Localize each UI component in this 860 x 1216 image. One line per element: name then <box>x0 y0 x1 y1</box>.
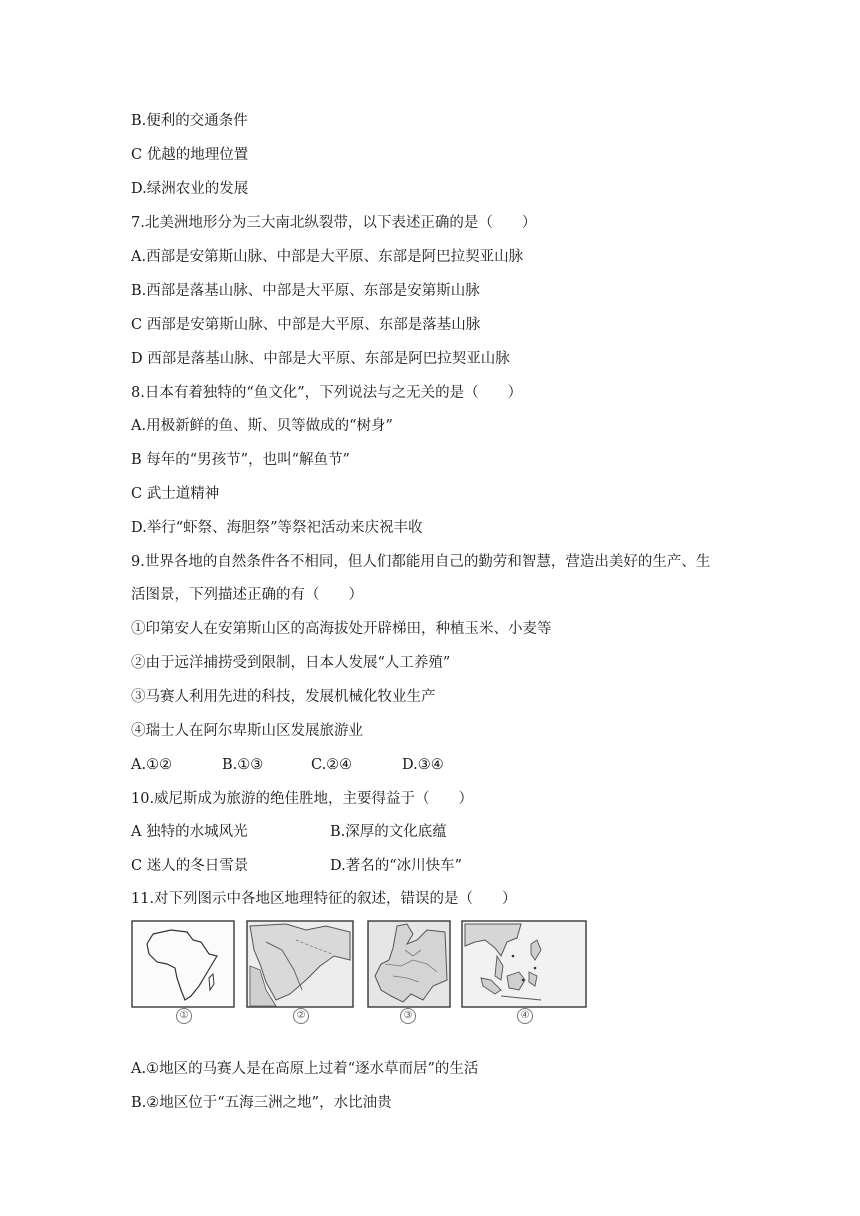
q9-stem-line1: 9.世界各地的自然条件各不相同，但人们都能用自己的勤劳和智慧，营造出美好的生产、生 <box>131 554 711 570</box>
q10-options-row-1 <box>131 822 531 842</box>
q7-option-a: A.西部是安第斯山脉、中部是大平原、东部是阿巴拉契亚山脉 <box>131 249 524 265</box>
map-label-1: ① <box>176 1008 192 1024</box>
q9-statement-4: ④瑞士人在阿尔卑斯山区发展旅游业 <box>131 723 363 739</box>
q10-option-b: B.深厚的文化底蕴 <box>330 824 447 840</box>
q10-option-c: C 迷人的冬日雪景 <box>131 858 249 874</box>
q7-stem: 7.北美洲地形分为三大南北纵裂带，以下表述正确的是（ ） <box>131 215 537 231</box>
q10-option-d: D.著名的“冰川快车” <box>330 858 463 874</box>
map-label-2: ② <box>293 1008 309 1024</box>
q8-option-c: C 武士道精神 <box>131 486 220 502</box>
map-label-3: ③ <box>400 1008 416 1024</box>
q9-option-c: C.②④ <box>311 757 353 773</box>
q10-stem: 10.威尼斯成为旅游的绝佳胜地，主要得益于（ ） <box>131 791 474 807</box>
q9-stem-line2: 活图景，下列描述正确的有（ ） <box>131 587 363 603</box>
q10-options-row-2 <box>131 856 531 876</box>
q6-option-c: C 优越的地理位置 <box>131 147 249 163</box>
q9-statement-3: ③马赛人利用先进的科技，发展机械化牧业生产 <box>131 689 436 705</box>
map-middle-east <box>246 920 354 1024</box>
q8-option-b: B 每年的“男孩节”，也叫“解鱼节” <box>131 452 350 468</box>
q8-stem: 8.日本有着独特的“鱼文化”，下列说法与之无关的是（ ） <box>131 385 523 401</box>
q9-option-b: B.①③ <box>222 757 264 773</box>
q11-stem: 11.对下列图示中各地区地理特征的叙述，错误的是（ ） <box>131 891 517 907</box>
q9-statement-2: ②由于远洋捕捞受到限制，日本人发展“人工养殖” <box>131 655 451 671</box>
q8-option-a: A.用极新鲜的鱼、斯、贝等做成的“树身” <box>131 418 393 434</box>
q9-option-a: A.①② <box>131 757 173 773</box>
q10-option-a: A 独特的水城风光 <box>131 824 248 840</box>
q6-option-b: B.便利的交通条件 <box>131 113 248 129</box>
map-europe <box>367 920 451 1024</box>
q6-option-d: D.绿洲农业的发展 <box>131 181 249 197</box>
map-africa <box>131 920 235 1024</box>
q11-option-a: A.①地区的马赛人是在高原上过着“逐水草而居”的生活 <box>131 1061 479 1077</box>
q9-statement-1: ①印第安人在安第斯山区的高海拔处开辟梯田，种植玉米、小麦等 <box>131 621 552 637</box>
q9-options-row <box>131 755 531 775</box>
q11-map-figures <box>131 920 591 1020</box>
q8-option-d: D.举行“虾祭、海胆祭”等祭祀活动来庆祝丰收 <box>131 520 423 536</box>
q7-option-c: C 西部是安第斯山脉、中部是大平原、东部是落基山脉 <box>131 317 481 333</box>
q9-option-d: D.③④ <box>402 757 444 773</box>
q7-option-d: D 西部是落基山脉、中部是大平原、东部是阿巴拉契亚山脉 <box>131 351 510 367</box>
map-southeast-asia <box>461 920 587 1024</box>
q11-option-b: B.②地区位于“五海三洲之地”，水比油贵 <box>131 1095 392 1111</box>
q7-option-b: B.西部是落基山脉、中部是大平原、东部是安第斯山脉 <box>131 283 480 299</box>
map-label-4: ④ <box>517 1008 533 1024</box>
